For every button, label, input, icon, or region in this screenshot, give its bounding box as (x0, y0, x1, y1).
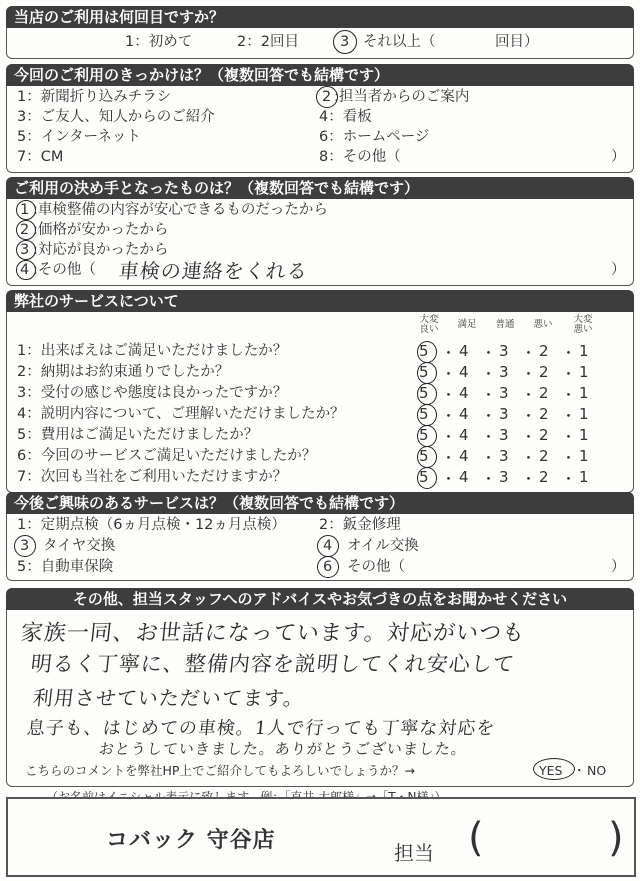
q4-score-4-3: 3 (499, 405, 509, 423)
q4-score-sep: ・ (521, 470, 537, 488)
q4-item-4: 4：説明内容について、ご理解いただけましたか？ (17, 406, 345, 422)
q4-score-6-4: 4 (459, 447, 469, 465)
q3-body (6, 199, 634, 286)
q1-option-second: 2：2回目 (237, 34, 299, 50)
comment-line-1: 家族一同、お世話になっています。対応がいつも (19, 621, 527, 646)
q4-score-sep: ・ (481, 449, 497, 467)
q2-right-1: :担当者からのご案内 (334, 89, 470, 105)
scale-label-normal: 普通 (495, 319, 515, 330)
q4-score-sep: ・ (521, 365, 537, 383)
q4-score-1-3: 3 (499, 342, 509, 360)
q4-score-2-2: 2 (539, 363, 549, 381)
q4-score-sep: ・ (561, 365, 577, 383)
q1-option-first: 1：初めて (125, 34, 193, 50)
q4-score-4-4: 4 (459, 405, 469, 423)
q2-left-3: 5：インターネット (17, 129, 141, 145)
consent-question: こちらのコメントを弊社HP上でご紹介してもよろしいでしょうか？→ (25, 763, 415, 778)
shop-name: コバック 守谷店 (106, 828, 276, 853)
q2-left-1: 1：新聞折り込みチラシ (17, 89, 172, 105)
q4-selected-circle-5 (417, 425, 437, 447)
q2-right-4: 8：その他（ (319, 149, 401, 165)
q4-score-sep: ・ (441, 386, 457, 404)
q1-option-third-num: 3 (340, 34, 350, 50)
q4-score-sep: ・ (521, 344, 537, 362)
q4-score-5-2: 2 (539, 426, 549, 444)
q4-score-sep: ・ (441, 470, 457, 488)
q4-score-sep: ・ (481, 386, 497, 404)
q3-item-4-close: ） (611, 262, 626, 278)
q4-body (6, 312, 634, 493)
scale-label-bad: 悪い (533, 319, 553, 330)
q1-body (6, 28, 634, 59)
q2-body (6, 86, 634, 173)
q4-score-7-1: 1 (579, 468, 589, 486)
q5-num-3: 3 (20, 538, 30, 554)
q4-score-2-5: 5 (419, 363, 429, 381)
q4-score-1-4: 4 (459, 342, 469, 360)
q4-score-7-3: 3 (499, 468, 509, 486)
q5-body (6, 514, 634, 581)
q4-score-sep: ・ (441, 365, 457, 383)
q2-right-2: 4：看板 (319, 109, 372, 125)
q4-score-1-1: 1 (579, 342, 589, 360)
q4-score-3-4: 4 (459, 384, 469, 402)
q4-score-2-4: 4 (459, 363, 469, 381)
q2-right-1-num: 2 (322, 89, 332, 105)
footer-box (6, 797, 636, 877)
q3-section (6, 177, 634, 286)
scale-label-very-good: 大変 良い (419, 314, 439, 335)
q4-score-3-3: 3 (499, 384, 509, 402)
q5-header: 今後ご興味のあるサービスは？（複数回答でも結構です） (6, 492, 634, 514)
q4-selected-circle-7 (417, 467, 437, 489)
q4-score-sep: ・ (561, 344, 577, 362)
q3-handwritten-other: 車検の連絡をくれる (117, 259, 310, 283)
q5-item-2: 2：鈑金修理 (319, 517, 401, 533)
staff-paren-open: ( (468, 815, 484, 861)
q4-item-3: 3：受付の感じや態度は良かったですか？ (17, 385, 288, 401)
q4-item-6: 6：今回のサービスご満足いただけましたか？ (17, 448, 317, 464)
q3-item-4: :その他（ (33, 262, 96, 278)
q4-score-sep: ・ (521, 449, 537, 467)
q4-score-sep: ・ (561, 386, 577, 404)
q4-score-sep: ・ (481, 407, 497, 425)
q4-score-5-4: 4 (459, 426, 469, 444)
q4-score-sep: ・ (561, 407, 577, 425)
q4-score-sep: ・ (521, 428, 537, 446)
q4-selected-circle-1 (417, 341, 437, 363)
q5-item-3: タイヤ交換 (43, 538, 116, 554)
q4-score-sep: ・ (561, 449, 577, 467)
q4-score-sep: ・ (441, 449, 457, 467)
q5-item-5: 5：自動車保険 (17, 559, 114, 575)
consent-sep: ・ (573, 763, 586, 778)
consent-yes: YES (539, 763, 563, 778)
q3-num-2: 2 (20, 222, 30, 238)
q3-item-3: :対応が良かったから (33, 242, 169, 258)
q6-header: その他、担当スタッフへのアドバイスやお気づきの点をお聞かせください (6, 588, 634, 610)
q6-section (6, 588, 634, 787)
staff-label: 担当 (394, 841, 434, 865)
q4-score-1-2: 2 (539, 342, 549, 360)
q4-item-1: 1：出来ばえはご満足いただけましたか？ (17, 343, 288, 359)
q4-section (6, 290, 634, 493)
q4-score-7-5: 5 (419, 468, 429, 486)
q1-header: 当店のご利用は何回目ですか？ (6, 6, 634, 28)
staff-paren-close: ) (608, 815, 624, 861)
q4-item-2: 2：納期はお約束通りでしたか？ (17, 364, 230, 380)
q5-item-6-close: ） (611, 559, 626, 575)
comment-line-3: 利用させていただいてます。 (31, 686, 306, 710)
q4-score-5-5: 5 (419, 426, 429, 444)
q5-item-6: その他（ (347, 559, 405, 575)
q2-section (6, 64, 634, 173)
q3-num-1: 1 (20, 202, 30, 218)
q4-selected-circle-2 (417, 362, 437, 384)
comment-line-2: 明るく丁寧に、整備内容を説明してくれ安心して (29, 652, 517, 676)
q2-header: 今回のご利用のきっかけは？（複数回答でも結構です） (6, 64, 634, 86)
q2-right-3: 6：ホームページ (319, 129, 430, 145)
q4-score-4-2: 2 (539, 405, 549, 423)
q3-num-3: 3 (20, 242, 30, 258)
q4-score-3-5: 5 (419, 384, 429, 402)
q4-item-7: 7：次回も当社をご利用いただけますか？ (17, 469, 288, 485)
q4-score-6-1: 1 (579, 447, 589, 465)
q4-score-sep: ・ (441, 407, 457, 425)
q1-option-third: それ以上（ (363, 34, 436, 50)
scale-label-satisfied: 満足 (457, 319, 477, 330)
q4-selected-circle-6 (417, 446, 437, 468)
q4-score-7-4: 4 (459, 468, 469, 486)
q4-score-sep: ・ (441, 428, 457, 446)
q4-score-sep: ・ (441, 344, 457, 362)
q4-score-4-5: 5 (419, 405, 429, 423)
comment-line-4: 息子も、はじめての車検。1人で行っても丁寧な対応を (25, 718, 497, 739)
q2-left-2: 3：ご友人、知人からのご紹介 (17, 109, 215, 125)
q4-score-5-1: 1 (579, 426, 589, 444)
q3-item-1: :車検整備の内容が安心できるものだったから (33, 202, 328, 218)
q2-right-4-close: ） (611, 149, 626, 165)
q2-left-4: 7：CM (17, 149, 64, 165)
q5-item-4: オイル交換 (347, 538, 419, 554)
q4-score-sep: ・ (561, 428, 577, 446)
q3-item-2: :価格が安かったから (33, 222, 169, 238)
q4-score-sep: ・ (481, 470, 497, 488)
q4-score-sep: ・ (521, 407, 537, 425)
q5-item-1: 1：定期点検（6ヵ月点検・12ヵ月点検） (17, 517, 286, 533)
q4-score-6-2: 2 (539, 447, 549, 465)
q4-score-6-5: 5 (419, 447, 429, 465)
q4-item-5: 5：費用はご満足いただけましたか？ (17, 427, 259, 443)
q5-section (6, 492, 634, 581)
q4-selected-circle-3 (417, 383, 437, 405)
comment-line-5: おとうしていきました。ありがとうございました。 (98, 740, 468, 758)
q4-selected-circle-4 (417, 404, 437, 426)
q4-score-sep: ・ (521, 386, 537, 404)
q4-score-2-1: 1 (579, 363, 589, 381)
q3-header: ご利用の決め手となったものは？（複数回答でも結構です） (6, 177, 634, 199)
q5-num-4: 4 (323, 538, 333, 554)
q5-num-6: 6 (323, 559, 333, 575)
q4-score-4-1: 1 (579, 405, 589, 423)
q4-score-sep: ・ (481, 428, 497, 446)
q4-score-2-3: 3 (499, 363, 509, 381)
q4-score-1-5: 5 (419, 342, 429, 360)
q4-score-7-2: 2 (539, 468, 549, 486)
scale-label-very-bad: 大変 悪い (573, 314, 593, 335)
q4-score-sep: ・ (481, 344, 497, 362)
q4-score-6-3: 3 (499, 447, 509, 465)
q4-score-sep: ・ (561, 470, 577, 488)
q4-header: 弊社のサービスについて (6, 290, 634, 312)
q1-section (6, 6, 634, 59)
q6-body (6, 610, 634, 787)
q4-score-sep: ・ (481, 365, 497, 383)
q1-option-third-suffix: 回目） (495, 34, 539, 50)
q4-score-5-3: 3 (499, 426, 509, 444)
q3-num-4: 4 (20, 262, 30, 278)
consent-no: NO (587, 763, 607, 778)
q4-score-3-2: 2 (539, 384, 549, 402)
q4-score-3-1: 1 (579, 384, 589, 402)
